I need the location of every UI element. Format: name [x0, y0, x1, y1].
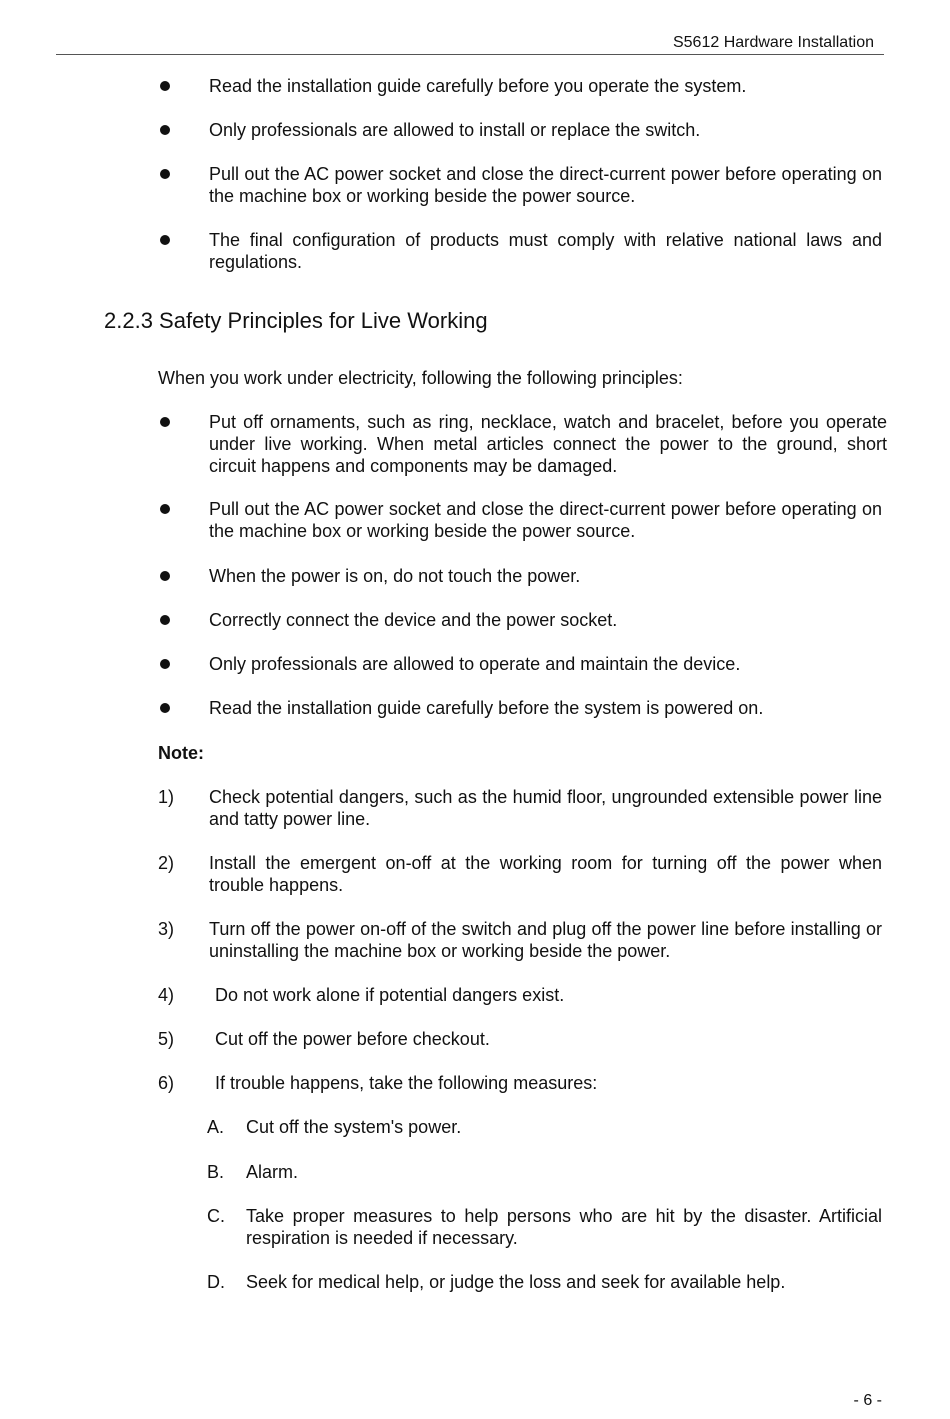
numbered-item [158, 852, 882, 896]
bullet-item [158, 565, 887, 587]
bullet-text: Only professionals are allowed to install or replace the switch. [209, 120, 701, 140]
bullet-dot-icon [160, 571, 170, 581]
bullet-text: Pull out the AC power socket and close the direct-current power before operating on the machine box or working beside the power source. [209, 164, 882, 206]
bullet-text: Only professionals are allowed to operate and maintain the device. [209, 654, 741, 674]
bullet-item [158, 609, 887, 631]
section-heading: 2.2.3 Safety Principles for Live Working [104, 308, 488, 333]
bullet-item [158, 75, 887, 97]
numbered-item [158, 1072, 887, 1094]
bullet-text: The final configuration of products must comply with relative national laws and regulations. [209, 230, 882, 272]
bullet-dot-icon [160, 659, 170, 669]
bullet-dot-icon [160, 169, 170, 179]
page-number: - 6 - [853, 1392, 882, 1409]
lettered-text: Alarm. [246, 1162, 299, 1182]
bullet-text: Pull out the AC power socket and close the direct-current power before operating on the machine box or working beside the power source. [209, 499, 882, 541]
bullet-dot-icon [160, 504, 170, 514]
page-header [56, 33, 884, 55]
bullet-item [158, 119, 887, 141]
header-title: S5612 Hardware Installation [672, 34, 874, 51]
lettered-text: Take proper measures to help persons who are hit by the disaster. Artificial respiration is needed if necessary. [246, 1206, 882, 1248]
item-number: 6) [158, 1073, 175, 1093]
bullet-dot-icon [160, 615, 170, 625]
numbered-text: Install the emergent on-off at the working room for turning off the power when trouble happens. [209, 853, 882, 895]
numbered-text: Turn off the power on-off of the switch and plug off the power line before installing or uninstalling the machine box or working beside the power. [209, 919, 882, 961]
numbered-text: Do not work alone if potential dangers exist. [215, 985, 565, 1005]
item-letter: A. [207, 1117, 225, 1137]
lettered-item [207, 1116, 882, 1138]
bullet-dot-icon [160, 703, 170, 713]
item-number: 3) [158, 919, 175, 939]
item-letter: C. [207, 1206, 225, 1226]
bullet-item [158, 229, 882, 273]
numbered-item [158, 786, 882, 830]
item-number: 2) [158, 853, 175, 873]
numbered-text: If trouble happens, take the following measures: [215, 1073, 598, 1093]
bullet-dot-icon [160, 125, 170, 135]
lettered-text: Cut off the system's power. [246, 1117, 462, 1137]
lettered-item [207, 1271, 882, 1293]
numbered-text: Check potential dangers, such as the humid floor, ungrounded extensible power line and tatty power line. [209, 787, 882, 829]
numbered-item [158, 918, 882, 962]
item-number: 1) [158, 787, 175, 807]
item-letter: D. [207, 1272, 225, 1292]
bullet-text: Read the installation guide carefully before the system is powered on. [209, 698, 764, 718]
numbered-item [158, 1028, 887, 1050]
bullet-item [158, 411, 887, 477]
bullet-text: Correctly connect the device and the power socket. [209, 610, 618, 630]
bullet-text: When the power is on, do not touch the power. [209, 566, 581, 586]
bullet-text: Read the installation guide carefully before you operate the system. [209, 76, 747, 96]
item-number: 5) [158, 1029, 175, 1049]
item-letter: B. [207, 1162, 225, 1182]
lettered-text: Seek for medical help, or judge the loss and seek for available help. [246, 1272, 786, 1292]
bullet-dot-icon [160, 81, 170, 91]
bullet-item [158, 163, 882, 207]
section-intro: When you work under electricity, following the following principles: [158, 368, 683, 388]
bullet-dot-icon [160, 417, 170, 427]
bullet-item [158, 697, 887, 719]
lettered-item [207, 1205, 882, 1249]
bullet-dot-icon [160, 235, 170, 245]
bullet-item [158, 498, 882, 542]
bullet-item [158, 653, 887, 675]
note-label: Note: [158, 743, 204, 763]
numbered-item [158, 984, 887, 1006]
bullet-text: Put off ornaments, such as ring, necklace, watch and bracelet, before you operate under live working. When metal articles connect the power to the ground, short circuit happens and components may be damaged. [209, 412, 887, 476]
lettered-item [207, 1161, 882, 1183]
item-number: 4) [158, 985, 175, 1005]
numbered-text: Cut off the power before checkout. [215, 1029, 490, 1049]
